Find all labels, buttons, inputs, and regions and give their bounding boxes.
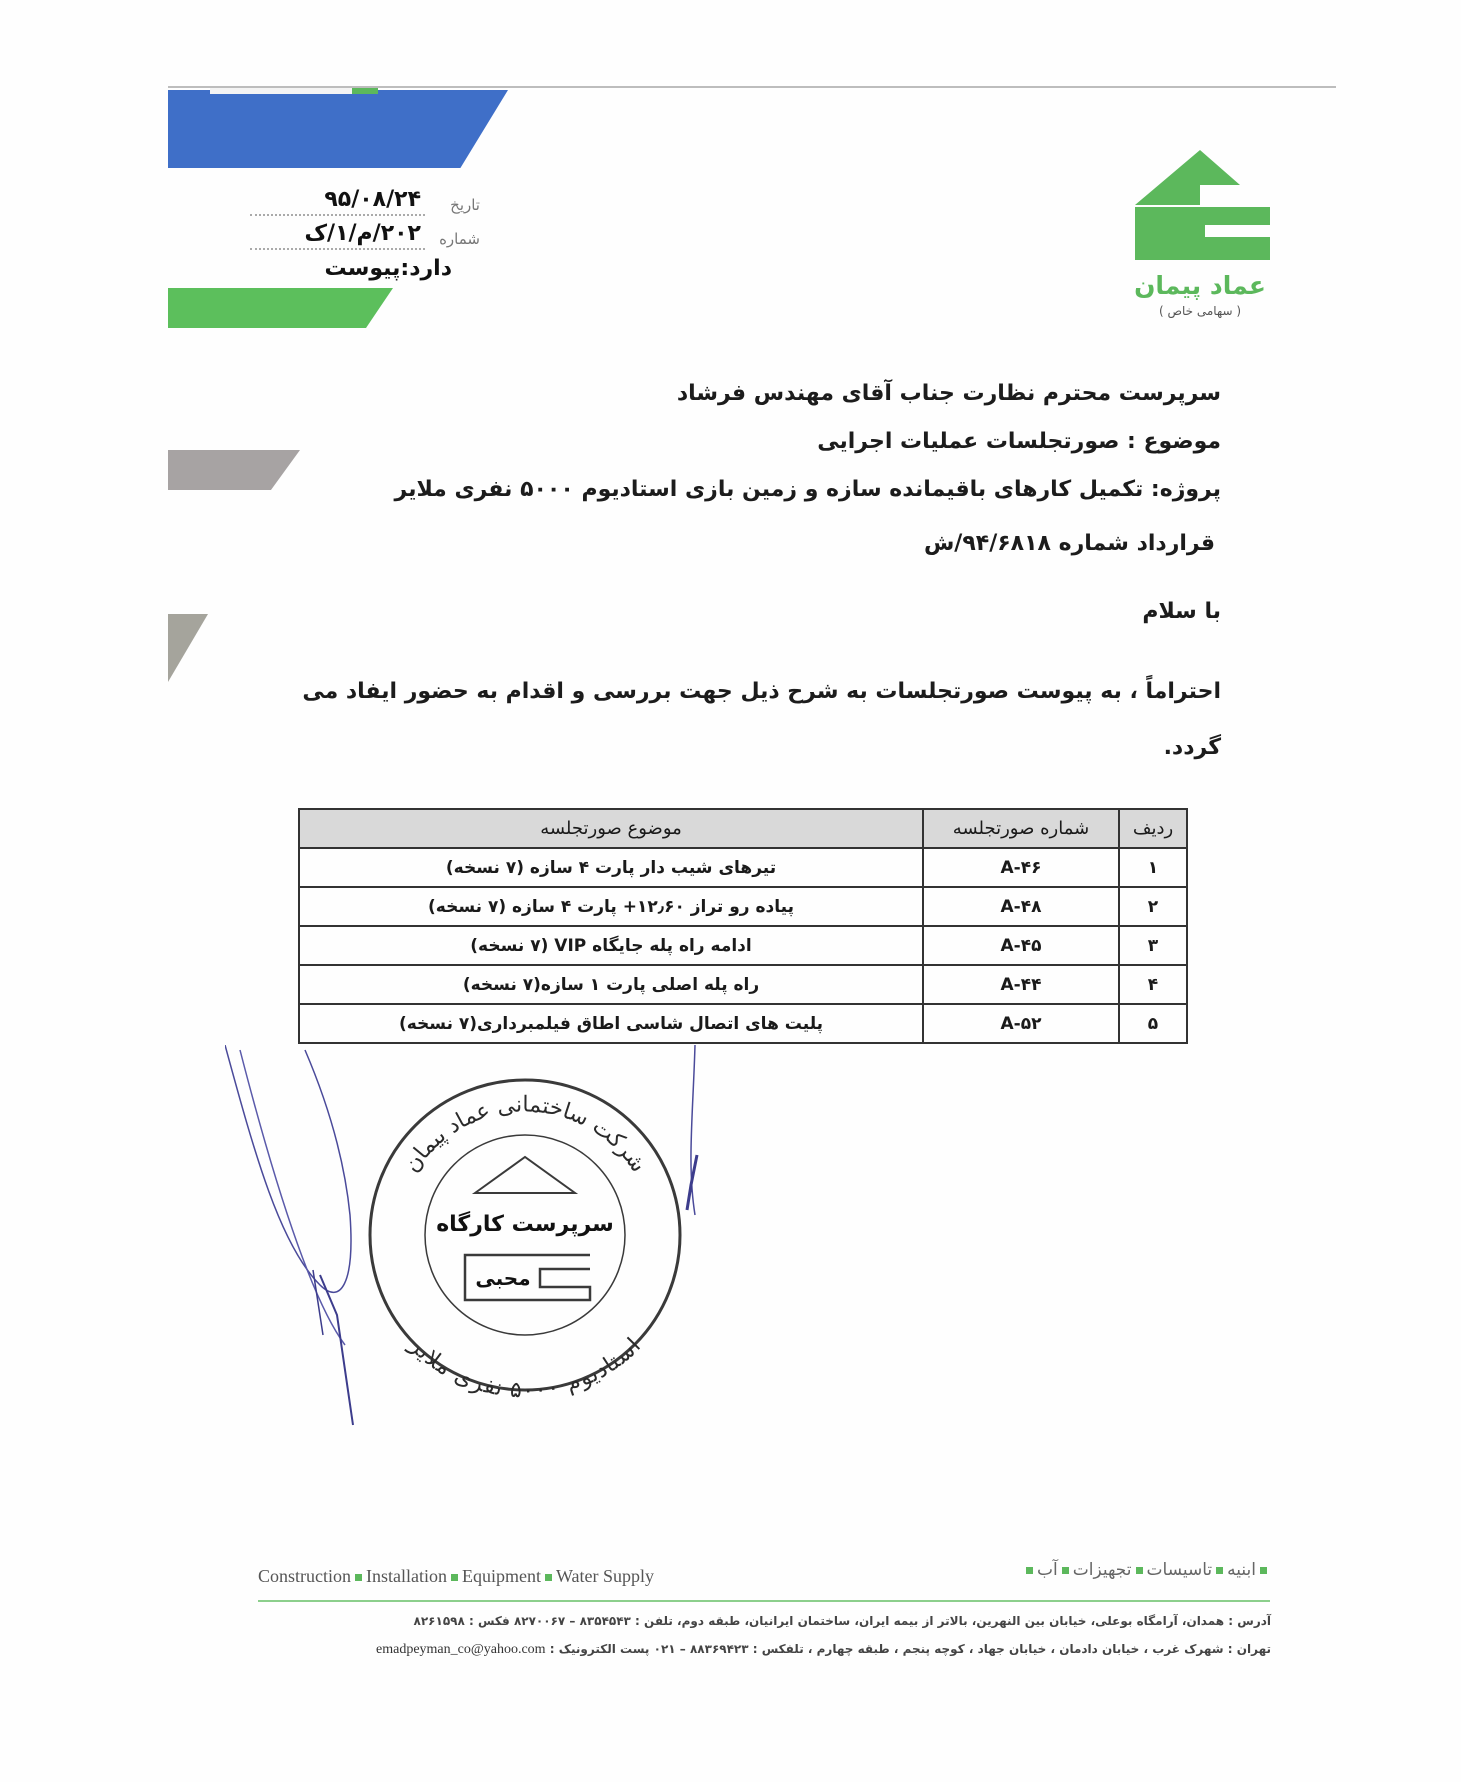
table-row: [299, 965, 1187, 1004]
number-row: [250, 216, 480, 250]
greeting: با سلام: [1142, 599, 1221, 624]
header-minutes-number: شماره صورتجلسه: [923, 809, 1119, 848]
service-fa-installation: تاسیسات: [1146, 1560, 1213, 1580]
house-logo-icon: [1125, 145, 1275, 265]
signature-stroke: [240, 1050, 345, 1345]
bullet-icon: [355, 1574, 362, 1581]
cell-number: A-۴۶: [923, 848, 1119, 887]
stamp-ring-bottom-text: استادیوم ۵۰۰۰ نفری ملایر: [404, 1333, 647, 1404]
footer-divider: [258, 1600, 1270, 1602]
cell-subject: تیرهای شیب دار پارت ۴ سازه (۷ نسخه): [299, 848, 923, 887]
project-line: پروژه: تکمیل کارهای باقیمانده سازه و زمین بازی استادیوم ۵۰۰۰ نفری ملایر: [394, 477, 1221, 502]
date-value: ۹۵/۰۸/۲۴: [250, 186, 425, 216]
stamp-house-roof-icon: [475, 1157, 575, 1193]
footer-services-persian: [1022, 1560, 1271, 1580]
stamp-name: محبی: [475, 1266, 531, 1290]
signature-stroke: [225, 1045, 351, 1292]
body-paragraph: احتراماً ، به پیوست صورتجلسات به شرح ذیل جهت بررسی و اقدام به حضور ایفاد می گردد.: [302, 679, 1221, 760]
company-type: ( سهامی خاص ): [1158, 304, 1242, 318]
table-row: [299, 887, 1187, 926]
bullet-icon: [1026, 1567, 1033, 1574]
table-row: [299, 1004, 1187, 1043]
cell-row: ۲: [1119, 887, 1187, 926]
table-row: [299, 848, 1187, 887]
tehran-address-text: تهران : شهرک غرب ، خیابان دادمان ، خیابان جهاد ، کوچه پنجم ، طبقه چهارم ، تلفکس : ۸۸۳۶۹۴۲۳ – ۰۲۱ پست الکترونیک :: [549, 1642, 1271, 1656]
service-installation: Installation: [366, 1566, 447, 1586]
letterhead-white-strip: [210, 88, 352, 94]
attachment-value: دارد:پیوست: [324, 256, 452, 281]
letter-body: [261, 378, 1221, 776]
decorative-gray-triangle: [168, 614, 208, 682]
date-row: [250, 182, 480, 216]
number-label: شماره: [439, 230, 480, 248]
cell-number: A-۴۸: [923, 887, 1119, 926]
table-row: [299, 926, 1187, 965]
cell-row: ۳: [1119, 926, 1187, 965]
table-header-row: [299, 809, 1187, 848]
signature-stroke: [320, 1275, 353, 1425]
cell-row: ۱: [1119, 848, 1187, 887]
contract-line: قرارداد شماره ۹۴/۶۸۱۸/ش: [923, 531, 1215, 556]
addressee: سرپرست محترم نظارت جناب آقای مهندس فرشاد: [676, 381, 1221, 406]
letterhead-blue-band: [168, 90, 508, 168]
number-value: ۲۰۲/م/۱/ک: [250, 220, 425, 250]
header-row-number: ردیف: [1119, 809, 1187, 848]
footer-services-english: [258, 1566, 654, 1587]
letterhead-green-strip: [352, 88, 378, 94]
cell-row: ۵: [1119, 1004, 1187, 1043]
service-fa-building: ابنیه: [1227, 1560, 1256, 1580]
company-name: عماد پیمان: [1134, 271, 1266, 300]
footer-address-tehran: [259, 1640, 1271, 1659]
cell-number: A-۴۵: [923, 926, 1119, 965]
bullet-icon: [1216, 1567, 1223, 1574]
cell-subject: پلیت های اتصال شاسی اطاق فیلمبرداری(۷ نسخه): [299, 1004, 923, 1043]
bullet-icon: [1136, 1567, 1143, 1574]
company-stamp-and-signature: [225, 1045, 785, 1465]
cell-row: ۴: [1119, 965, 1187, 1004]
service-fa-equipment: تجهیزات: [1072, 1560, 1132, 1580]
footer-email[interactable]: emadpeyman_co@yahoo.com: [376, 1642, 546, 1657]
letter-meta: [250, 182, 480, 284]
cell-number: A-۴۴: [923, 965, 1119, 1004]
bullet-icon: [1062, 1567, 1069, 1574]
cell-subject: ادامه راه پله جایگاه VIP (۷ نسخه): [299, 926, 923, 965]
stamp-title: سرپرست کارگاه: [436, 1212, 614, 1237]
subject-line: موضوع : صورتجلسات عملیات اجرایی: [817, 429, 1221, 454]
bullet-icon: [451, 1574, 458, 1581]
service-water-supply: Water Supply: [555, 1566, 655, 1586]
bullet-icon: [545, 1574, 552, 1581]
letterhead-green-band: [168, 288, 393, 328]
cell-subject: پیاده رو تراز ۱۲٫۶۰+ پارت ۴ سازه (۷ نسخه): [299, 887, 923, 926]
company-logo: [1110, 145, 1290, 345]
cell-number: A-۵۲: [923, 1004, 1119, 1043]
footer-address-hamedan: آدرس : همدان، آرامگاه بوعلی، خیابان بین النهرین، بالاتر از بیمه ایران، ساختمان ایرانیان، طبقه دوم، تلفن : ۸۳۵۴۵۴۳ – ۸۲۷۰۰۶۷ فکس : ۸۲۶۱۵۹۸: [413, 1614, 1271, 1628]
header-minutes-subject: موضوع صورتجلسه: [299, 809, 923, 848]
date-label: تاریخ: [450, 196, 480, 214]
cell-subject: راه پله اصلی پارت ۱ سازه(۷ نسخه): [299, 965, 923, 1004]
attachment-row: [250, 250, 480, 284]
service-equipment: Equipment: [461, 1566, 541, 1586]
service-construction: Construction: [258, 1566, 351, 1586]
bullet-icon: [1260, 1567, 1267, 1574]
service-fa-water: آب: [1037, 1560, 1058, 1580]
stamp-ring-top-text: شرکت ساختمانی عماد پیمان: [399, 1092, 651, 1178]
minutes-table: [298, 808, 1188, 1044]
signature-stroke: [687, 1155, 697, 1210]
